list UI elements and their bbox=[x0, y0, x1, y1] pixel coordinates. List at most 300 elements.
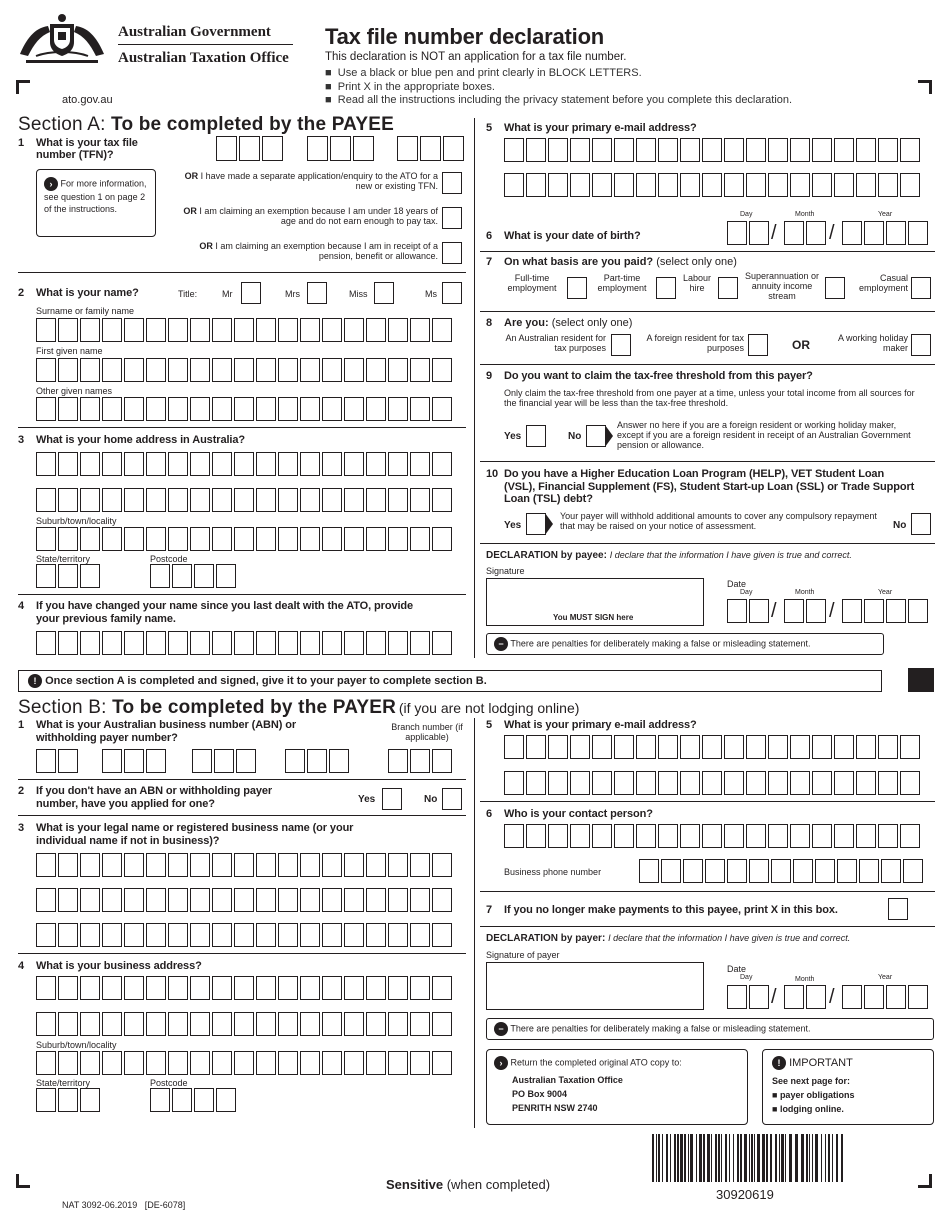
char-cell[interactable] bbox=[278, 452, 298, 476]
char-cell[interactable] bbox=[702, 771, 722, 795]
char-cell[interactable] bbox=[212, 976, 232, 1000]
char-cell[interactable] bbox=[344, 888, 364, 912]
char-cell[interactable] bbox=[278, 976, 298, 1000]
char-cell[interactable] bbox=[746, 824, 766, 848]
char-cell[interactable] bbox=[724, 138, 744, 162]
char-cell[interactable] bbox=[504, 824, 524, 848]
char-cell[interactable] bbox=[834, 735, 854, 759]
char-cell[interactable] bbox=[234, 527, 254, 551]
char-cell[interactable] bbox=[344, 397, 364, 421]
char-cell[interactable] bbox=[256, 976, 276, 1000]
char-cell[interactable] bbox=[636, 173, 656, 197]
char-cell[interactable] bbox=[124, 318, 144, 342]
char-cell[interactable] bbox=[190, 488, 210, 512]
char-cell[interactable] bbox=[278, 1012, 298, 1036]
char-cell[interactable] bbox=[702, 173, 722, 197]
char-cell[interactable] bbox=[812, 771, 832, 795]
char-cell[interactable] bbox=[124, 527, 144, 551]
char-cell[interactable] bbox=[366, 527, 386, 551]
char-cell[interactable] bbox=[168, 488, 188, 512]
mr-checkbox[interactable] bbox=[241, 282, 261, 304]
char-cell[interactable] bbox=[256, 853, 276, 877]
char-cell[interactable] bbox=[366, 452, 386, 476]
char-cell[interactable] bbox=[812, 824, 832, 848]
char-cell[interactable] bbox=[322, 358, 342, 382]
char-cell[interactable] bbox=[146, 853, 166, 877]
char-cell[interactable] bbox=[432, 488, 452, 512]
char-cell[interactable] bbox=[80, 318, 100, 342]
char-cell[interactable] bbox=[724, 771, 744, 795]
email-field[interactable] bbox=[504, 173, 920, 197]
char-cell[interactable] bbox=[190, 1051, 210, 1075]
char-cell[interactable] bbox=[504, 771, 524, 795]
char-cell[interactable] bbox=[344, 631, 364, 655]
char-cell[interactable] bbox=[190, 853, 210, 877]
char-cell[interactable] bbox=[432, 976, 452, 1000]
char-cell[interactable] bbox=[570, 173, 590, 197]
char-cell[interactable] bbox=[234, 853, 254, 877]
char-cell[interactable] bbox=[834, 173, 854, 197]
stop-payments-checkbox[interactable] bbox=[888, 898, 908, 920]
char-cell[interactable] bbox=[548, 138, 568, 162]
char-cell[interactable] bbox=[102, 976, 122, 1000]
char-cell[interactable] bbox=[570, 824, 590, 848]
char-cell[interactable] bbox=[410, 358, 430, 382]
char-cell[interactable] bbox=[36, 1012, 56, 1036]
char-cell[interactable] bbox=[432, 318, 452, 342]
char-cell[interactable] bbox=[212, 923, 232, 947]
char-cell[interactable] bbox=[900, 173, 920, 197]
char-cell[interactable] bbox=[878, 824, 898, 848]
char-cell[interactable] bbox=[322, 527, 342, 551]
char-cell[interactable] bbox=[790, 735, 810, 759]
char-cell[interactable] bbox=[322, 888, 342, 912]
char-cell[interactable] bbox=[300, 1051, 320, 1075]
char-cell[interactable] bbox=[702, 735, 722, 759]
char-cell[interactable] bbox=[278, 527, 298, 551]
char-cell[interactable] bbox=[344, 452, 364, 476]
suburb-field[interactable] bbox=[36, 527, 452, 551]
char-cell[interactable] bbox=[300, 488, 320, 512]
mrs-checkbox[interactable] bbox=[307, 282, 327, 304]
char-cell[interactable] bbox=[504, 138, 524, 162]
b-month-field[interactable] bbox=[784, 985, 826, 1009]
char-cell[interactable] bbox=[190, 888, 210, 912]
char-cell[interactable] bbox=[614, 735, 634, 759]
branch-field[interactable] bbox=[388, 749, 452, 773]
char-cell[interactable] bbox=[366, 397, 386, 421]
char-cell[interactable] bbox=[661, 859, 681, 883]
ato-website[interactable]: ato.gov.au bbox=[62, 94, 113, 106]
char-cell[interactable] bbox=[344, 923, 364, 947]
char-cell[interactable] bbox=[790, 824, 810, 848]
char-cell[interactable] bbox=[680, 771, 700, 795]
char-cell[interactable] bbox=[746, 138, 766, 162]
char-cell[interactable] bbox=[124, 631, 144, 655]
char-cell[interactable] bbox=[639, 859, 659, 883]
char-cell[interactable] bbox=[146, 527, 166, 551]
char-cell[interactable] bbox=[322, 488, 342, 512]
char-cell[interactable] bbox=[102, 853, 122, 877]
char-cell[interactable] bbox=[878, 735, 898, 759]
char-cell[interactable] bbox=[432, 452, 452, 476]
first-name-field[interactable] bbox=[36, 358, 452, 382]
char-cell[interactable] bbox=[300, 631, 320, 655]
char-cell[interactable] bbox=[300, 527, 320, 551]
char-cell[interactable] bbox=[80, 397, 100, 421]
full-time-checkbox[interactable] bbox=[567, 277, 587, 299]
char-cell[interactable] bbox=[388, 358, 408, 382]
char-cell[interactable] bbox=[58, 452, 78, 476]
char-cell[interactable] bbox=[58, 488, 78, 512]
char-cell[interactable] bbox=[614, 824, 634, 848]
char-cell[interactable] bbox=[548, 173, 568, 197]
char-cell[interactable] bbox=[432, 1051, 452, 1075]
char-cell[interactable] bbox=[410, 318, 430, 342]
char-cell[interactable] bbox=[746, 771, 766, 795]
dob-day-field[interactable] bbox=[727, 221, 769, 245]
char-cell[interactable] bbox=[366, 1012, 386, 1036]
char-cell[interactable] bbox=[526, 771, 546, 795]
char-cell[interactable] bbox=[658, 771, 678, 795]
char-cell[interactable] bbox=[234, 976, 254, 1000]
char-cell[interactable] bbox=[36, 1051, 56, 1075]
char-cell[interactable] bbox=[504, 173, 524, 197]
char-cell[interactable] bbox=[790, 771, 810, 795]
char-cell[interactable] bbox=[58, 1051, 78, 1075]
ms-checkbox[interactable] bbox=[442, 282, 462, 304]
char-cell[interactable] bbox=[168, 397, 188, 421]
q10-no-checkbox[interactable] bbox=[911, 513, 931, 535]
char-cell[interactable] bbox=[812, 735, 832, 759]
char-cell[interactable] bbox=[102, 358, 122, 382]
char-cell[interactable] bbox=[322, 631, 342, 655]
char-cell[interactable] bbox=[212, 397, 232, 421]
char-cell[interactable] bbox=[790, 138, 810, 162]
char-cell[interactable] bbox=[256, 1012, 276, 1036]
char-cell[interactable] bbox=[636, 824, 656, 848]
char-cell[interactable] bbox=[102, 888, 122, 912]
char-cell[interactable] bbox=[278, 888, 298, 912]
char-cell[interactable] bbox=[190, 397, 210, 421]
or-option-2-checkbox[interactable] bbox=[442, 207, 462, 229]
char-cell[interactable] bbox=[300, 853, 320, 877]
char-cell[interactable] bbox=[234, 631, 254, 655]
char-cell[interactable] bbox=[859, 859, 879, 883]
char-cell[interactable] bbox=[388, 853, 408, 877]
char-cell[interactable] bbox=[58, 888, 78, 912]
char-cell[interactable] bbox=[768, 735, 788, 759]
char-cell[interactable] bbox=[124, 888, 144, 912]
char-cell[interactable] bbox=[124, 976, 144, 1000]
char-cell[interactable] bbox=[344, 976, 364, 1000]
char-cell[interactable] bbox=[366, 631, 386, 655]
char-cell[interactable] bbox=[856, 735, 876, 759]
char-cell[interactable] bbox=[388, 1012, 408, 1036]
char-cell[interactable] bbox=[256, 318, 276, 342]
char-cell[interactable] bbox=[366, 488, 386, 512]
char-cell[interactable] bbox=[834, 138, 854, 162]
char-cell[interactable] bbox=[322, 853, 342, 877]
char-cell[interactable] bbox=[300, 976, 320, 1000]
char-cell[interactable] bbox=[366, 318, 386, 342]
char-cell[interactable] bbox=[124, 358, 144, 382]
char-cell[interactable] bbox=[724, 173, 744, 197]
char-cell[interactable] bbox=[36, 888, 56, 912]
char-cell[interactable] bbox=[432, 1012, 452, 1036]
char-cell[interactable] bbox=[746, 735, 766, 759]
char-cell[interactable] bbox=[812, 173, 832, 197]
char-cell[interactable] bbox=[256, 888, 276, 912]
char-cell[interactable] bbox=[768, 771, 788, 795]
char-cell[interactable] bbox=[212, 488, 232, 512]
char-cell[interactable] bbox=[58, 923, 78, 947]
casual-checkbox[interactable] bbox=[911, 277, 931, 299]
char-cell[interactable] bbox=[190, 631, 210, 655]
phone-field[interactable] bbox=[639, 859, 923, 883]
char-cell[interactable] bbox=[432, 527, 452, 551]
dob-year-field[interactable] bbox=[842, 221, 928, 245]
q9-yes-checkbox[interactable] bbox=[526, 425, 546, 447]
working-holiday-checkbox[interactable] bbox=[911, 334, 931, 356]
char-cell[interactable] bbox=[102, 452, 122, 476]
char-cell[interactable] bbox=[36, 853, 56, 877]
char-cell[interactable] bbox=[168, 452, 188, 476]
char-cell[interactable] bbox=[234, 318, 254, 342]
char-cell[interactable] bbox=[190, 1012, 210, 1036]
char-cell[interactable] bbox=[168, 318, 188, 342]
char-cell[interactable] bbox=[680, 173, 700, 197]
char-cell[interactable] bbox=[366, 1051, 386, 1075]
char-cell[interactable] bbox=[658, 173, 678, 197]
sign-year-field[interactable] bbox=[842, 599, 928, 623]
char-cell[interactable] bbox=[256, 452, 276, 476]
postcode-field[interactable] bbox=[150, 564, 236, 588]
australian-resident-checkbox[interactable] bbox=[611, 334, 631, 356]
char-cell[interactable] bbox=[526, 824, 546, 848]
char-cell[interactable] bbox=[432, 631, 452, 655]
char-cell[interactable] bbox=[702, 824, 722, 848]
char-cell[interactable] bbox=[812, 138, 832, 162]
char-cell[interactable] bbox=[768, 173, 788, 197]
labour-hire-checkbox[interactable] bbox=[718, 277, 738, 299]
char-cell[interactable] bbox=[36, 318, 56, 342]
char-cell[interactable] bbox=[36, 452, 56, 476]
char-cell[interactable] bbox=[705, 859, 725, 883]
char-cell[interactable] bbox=[80, 488, 100, 512]
contact-person-field[interactable] bbox=[504, 824, 920, 848]
char-cell[interactable] bbox=[58, 318, 78, 342]
char-cell[interactable] bbox=[900, 771, 920, 795]
char-cell[interactable] bbox=[168, 631, 188, 655]
char-cell[interactable] bbox=[900, 824, 920, 848]
char-cell[interactable] bbox=[212, 631, 232, 655]
char-cell[interactable] bbox=[680, 824, 700, 848]
b-postcode-field[interactable] bbox=[150, 1088, 236, 1112]
char-cell[interactable] bbox=[278, 318, 298, 342]
foreign-resident-checkbox[interactable] bbox=[748, 334, 768, 356]
char-cell[interactable] bbox=[212, 888, 232, 912]
char-cell[interactable] bbox=[570, 138, 590, 162]
char-cell[interactable] bbox=[190, 527, 210, 551]
char-cell[interactable] bbox=[256, 923, 276, 947]
char-cell[interactable] bbox=[366, 976, 386, 1000]
char-cell[interactable] bbox=[658, 735, 678, 759]
char-cell[interactable] bbox=[278, 358, 298, 382]
char-cell[interactable] bbox=[58, 1012, 78, 1036]
char-cell[interactable] bbox=[190, 358, 210, 382]
char-cell[interactable] bbox=[837, 859, 857, 883]
char-cell[interactable] bbox=[388, 976, 408, 1000]
char-cell[interactable] bbox=[212, 527, 232, 551]
char-cell[interactable] bbox=[768, 138, 788, 162]
sign-month-field[interactable] bbox=[784, 599, 826, 623]
char-cell[interactable] bbox=[80, 527, 100, 551]
char-cell[interactable] bbox=[388, 923, 408, 947]
b-year-field[interactable] bbox=[842, 985, 928, 1009]
char-cell[interactable] bbox=[102, 318, 122, 342]
char-cell[interactable] bbox=[102, 631, 122, 655]
char-cell[interactable] bbox=[432, 358, 452, 382]
part-time-checkbox[interactable] bbox=[656, 277, 676, 299]
char-cell[interactable] bbox=[146, 1012, 166, 1036]
q10-yes-checkbox[interactable] bbox=[526, 513, 546, 535]
char-cell[interactable] bbox=[388, 1051, 408, 1075]
char-cell[interactable] bbox=[790, 173, 810, 197]
char-cell[interactable] bbox=[432, 397, 452, 421]
char-cell[interactable] bbox=[212, 1051, 232, 1075]
char-cell[interactable] bbox=[834, 771, 854, 795]
tfn-field[interactable] bbox=[307, 136, 374, 161]
char-cell[interactable] bbox=[146, 397, 166, 421]
char-cell[interactable] bbox=[388, 888, 408, 912]
b-suburb-field[interactable] bbox=[36, 1051, 452, 1075]
char-cell[interactable] bbox=[58, 358, 78, 382]
char-cell[interactable] bbox=[322, 1051, 342, 1075]
char-cell[interactable] bbox=[168, 976, 188, 1000]
char-cell[interactable] bbox=[256, 488, 276, 512]
char-cell[interactable] bbox=[432, 888, 452, 912]
char-cell[interactable] bbox=[102, 527, 122, 551]
or-option-1-checkbox[interactable] bbox=[442, 172, 462, 194]
char-cell[interactable] bbox=[410, 488, 430, 512]
char-cell[interactable] bbox=[146, 452, 166, 476]
legal-name-field[interactable] bbox=[36, 853, 452, 877]
business-address-field[interactable] bbox=[36, 1012, 452, 1036]
abn-field[interactable] bbox=[285, 749, 349, 773]
char-cell[interactable] bbox=[322, 923, 342, 947]
char-cell[interactable] bbox=[278, 1051, 298, 1075]
char-cell[interactable] bbox=[344, 358, 364, 382]
char-cell[interactable] bbox=[856, 138, 876, 162]
char-cell[interactable] bbox=[366, 888, 386, 912]
char-cell[interactable] bbox=[234, 1051, 254, 1075]
char-cell[interactable] bbox=[190, 318, 210, 342]
char-cell[interactable] bbox=[124, 397, 144, 421]
char-cell[interactable] bbox=[724, 735, 744, 759]
char-cell[interactable] bbox=[388, 397, 408, 421]
char-cell[interactable] bbox=[683, 859, 703, 883]
char-cell[interactable] bbox=[58, 976, 78, 1000]
char-cell[interactable] bbox=[410, 452, 430, 476]
char-cell[interactable] bbox=[102, 1012, 122, 1036]
char-cell[interactable] bbox=[570, 735, 590, 759]
char-cell[interactable] bbox=[548, 771, 568, 795]
char-cell[interactable] bbox=[102, 397, 122, 421]
char-cell[interactable] bbox=[614, 138, 634, 162]
char-cell[interactable] bbox=[410, 397, 430, 421]
char-cell[interactable] bbox=[124, 1012, 144, 1036]
char-cell[interactable] bbox=[366, 358, 386, 382]
char-cell[interactable] bbox=[432, 923, 452, 947]
char-cell[interactable] bbox=[168, 888, 188, 912]
char-cell[interactable] bbox=[190, 976, 210, 1000]
char-cell[interactable] bbox=[212, 1012, 232, 1036]
char-cell[interactable] bbox=[344, 527, 364, 551]
char-cell[interactable] bbox=[903, 859, 923, 883]
char-cell[interactable] bbox=[80, 976, 100, 1000]
char-cell[interactable] bbox=[680, 138, 700, 162]
or-option-3-checkbox[interactable] bbox=[442, 242, 462, 264]
char-cell[interactable] bbox=[388, 452, 408, 476]
char-cell[interactable] bbox=[80, 358, 100, 382]
char-cell[interactable] bbox=[146, 318, 166, 342]
char-cell[interactable] bbox=[124, 488, 144, 512]
char-cell[interactable] bbox=[256, 1051, 276, 1075]
char-cell[interactable] bbox=[388, 527, 408, 551]
char-cell[interactable] bbox=[614, 771, 634, 795]
char-cell[interactable] bbox=[504, 735, 524, 759]
char-cell[interactable] bbox=[344, 1051, 364, 1075]
char-cell[interactable] bbox=[234, 1012, 254, 1036]
char-cell[interactable] bbox=[636, 735, 656, 759]
char-cell[interactable] bbox=[146, 488, 166, 512]
char-cell[interactable] bbox=[592, 771, 612, 795]
applied-yes-checkbox[interactable] bbox=[382, 788, 402, 810]
payer-signature-box[interactable] bbox=[486, 962, 704, 1010]
char-cell[interactable] bbox=[366, 923, 386, 947]
surname-field[interactable] bbox=[36, 318, 452, 342]
char-cell[interactable] bbox=[146, 923, 166, 947]
char-cell[interactable] bbox=[856, 824, 876, 848]
char-cell[interactable] bbox=[146, 631, 166, 655]
char-cell[interactable] bbox=[410, 853, 430, 877]
char-cell[interactable] bbox=[771, 859, 791, 883]
char-cell[interactable] bbox=[278, 923, 298, 947]
q9-no-checkbox[interactable] bbox=[586, 425, 606, 447]
char-cell[interactable] bbox=[410, 631, 430, 655]
char-cell[interactable] bbox=[300, 1012, 320, 1036]
char-cell[interactable] bbox=[900, 735, 920, 759]
char-cell[interactable] bbox=[234, 488, 254, 512]
char-cell[interactable] bbox=[636, 138, 656, 162]
char-cell[interactable] bbox=[768, 824, 788, 848]
char-cell[interactable] bbox=[36, 397, 56, 421]
char-cell[interactable] bbox=[190, 923, 210, 947]
char-cell[interactable] bbox=[724, 824, 744, 848]
char-cell[interactable] bbox=[80, 888, 100, 912]
char-cell[interactable] bbox=[793, 859, 813, 883]
char-cell[interactable] bbox=[322, 976, 342, 1000]
char-cell[interactable] bbox=[278, 853, 298, 877]
char-cell[interactable] bbox=[234, 888, 254, 912]
char-cell[interactable] bbox=[856, 173, 876, 197]
char-cell[interactable] bbox=[592, 138, 612, 162]
b-email-field[interactable] bbox=[504, 771, 920, 795]
char-cell[interactable] bbox=[878, 138, 898, 162]
legal-name-field[interactable] bbox=[36, 923, 452, 947]
char-cell[interactable] bbox=[36, 976, 56, 1000]
